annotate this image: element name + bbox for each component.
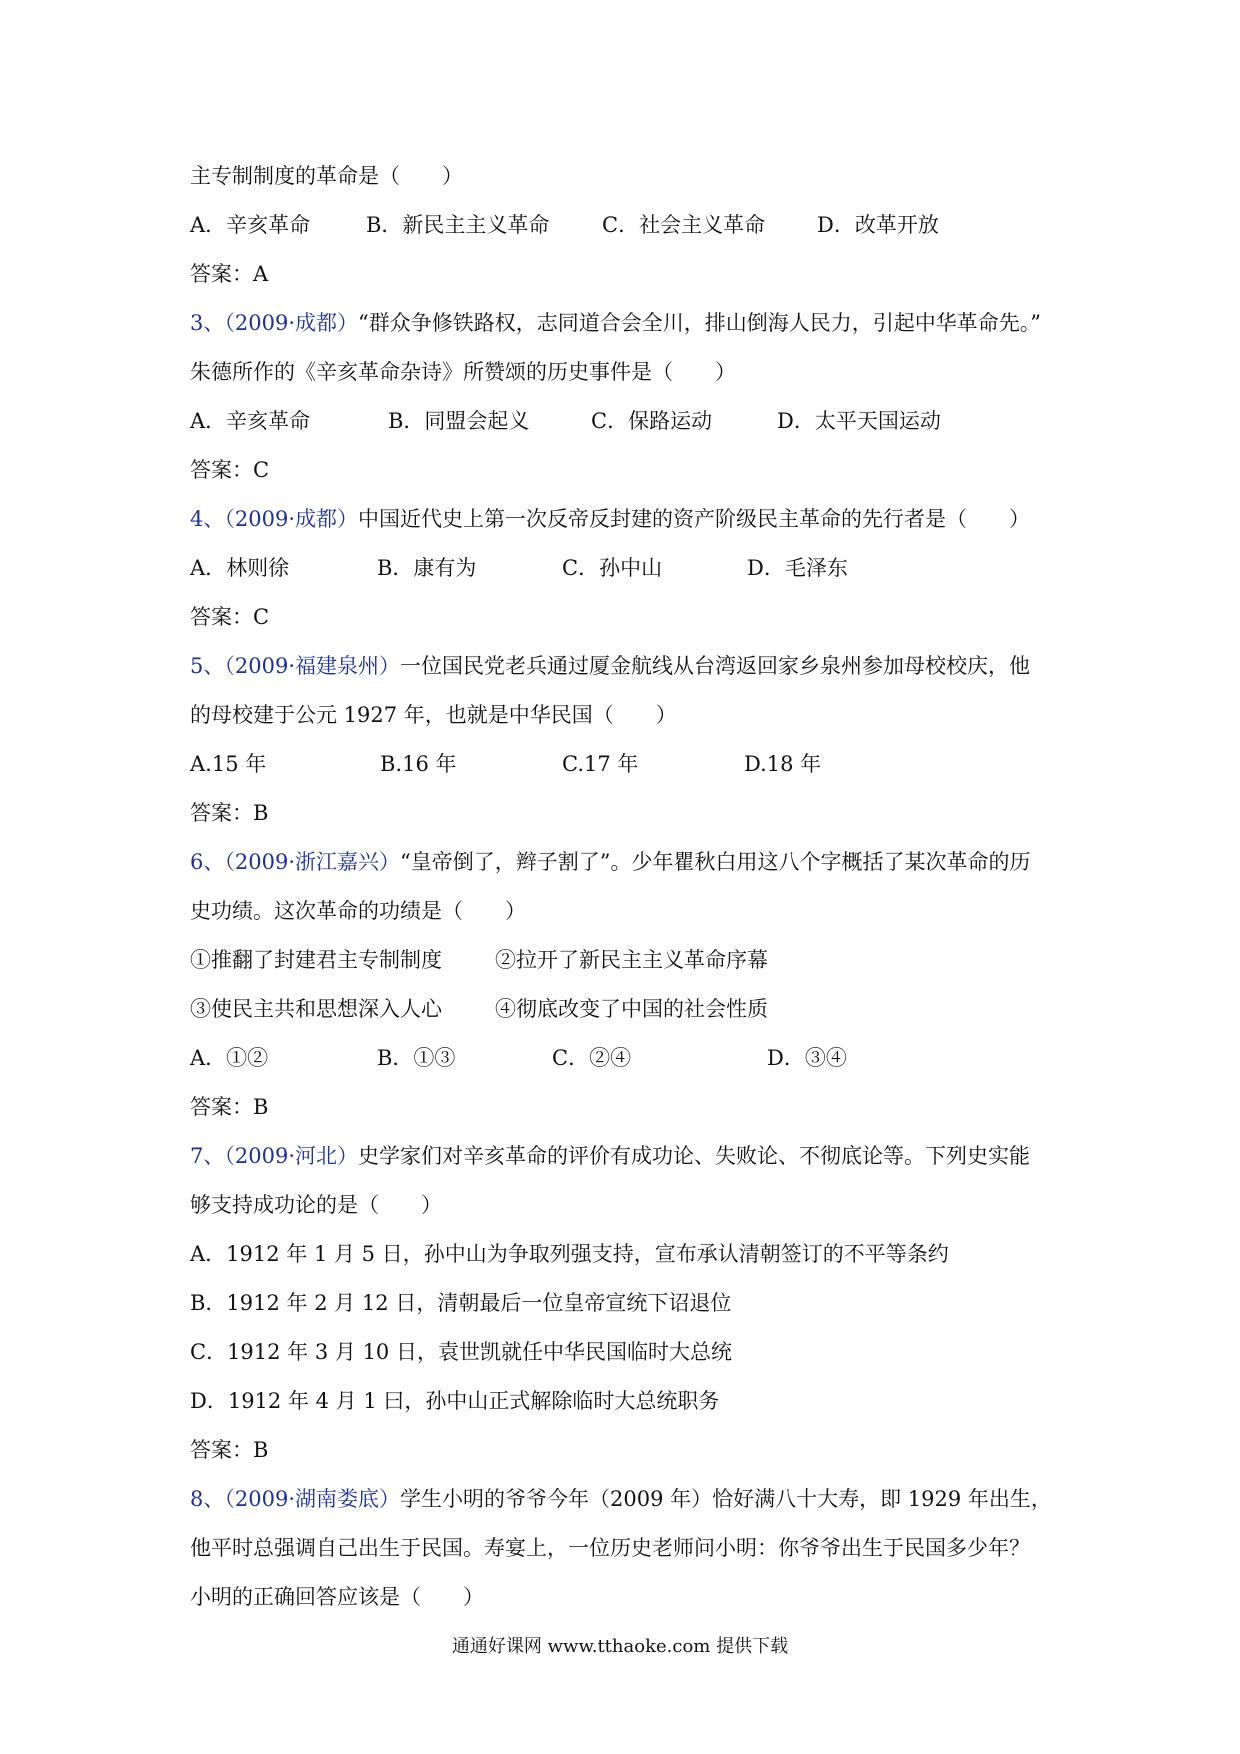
page-footer: 通通好课网 www.tthaoke.com 提供下载 <box>451 1636 789 1657</box>
q4-number: 4、 <box>190 507 225 531</box>
q3-option-a: A．辛亥革命 <box>190 409 311 433</box>
q7-number: 7、 <box>190 1144 225 1168</box>
q7-stem-line2: 够支持成功论的是（ ） <box>190 1193 442 1217</box>
q4-option-d: D．毛泽东 <box>747 556 848 580</box>
q2-option-a: A．辛亥革命 <box>190 213 311 237</box>
q5-stem-line1 <box>190 642 1070 691</box>
q5-options <box>190 740 1070 789</box>
q6-option-a: A．①② <box>190 1046 269 1070</box>
q4-stem-line1 <box>190 495 1070 544</box>
q6-stem-line1 <box>190 838 1070 887</box>
q4-stem-text: 中国近代史上第一次反帝反封建的资产阶级民主革命的先行者是（ ） <box>358 507 1030 531</box>
q2-answer: 答案：A <box>190 262 269 286</box>
q4-options <box>190 544 1070 593</box>
q3-option-d: D．太平天国运动 <box>777 409 941 433</box>
q7-answer: 答案：B <box>190 1438 269 1462</box>
q4-answer: 答案：C <box>190 605 270 629</box>
q5-number: 5、 <box>190 654 225 678</box>
q5-option-d: D.18 年 <box>744 752 822 776</box>
q6-answer: 答案：B <box>190 1095 269 1119</box>
q3-option-b: B．同盟会起义 <box>388 409 530 433</box>
q6-item-4: ④彻底改变了中国的社会性质 <box>495 997 768 1021</box>
question-list <box>190 152 1070 1622</box>
q7-source: （2009·河北） <box>224 1144 358 1168</box>
q2-options <box>190 201 1070 250</box>
q5-stem-line2: 的母校建于公元 1927 年，也就是中华民国（ ） <box>190 703 677 727</box>
q8-stem-line3: 小明的正确回答应该是（ ） <box>190 1585 484 1609</box>
q6-options <box>190 1034 1070 1083</box>
q4-option-a: A．林则徐 <box>190 556 290 580</box>
q5-source: （2009·福建泉州） <box>224 654 400 678</box>
q6-item-3: ③使民主共和思想深入人心 <box>190 997 442 1021</box>
q2-option-b: B．新民主主义革命 <box>366 213 550 237</box>
q3-stem-text: “群众争修铁路权，志同道合会全川，排山倒海人民力，引起中华革命先。” <box>358 311 1041 335</box>
q2-stem-line: 主专制制度的革命是（ ） <box>190 164 463 188</box>
q6-option-b: B．①③ <box>377 1046 456 1070</box>
q7-stem-line1 <box>190 1132 1070 1181</box>
q3-option-c: C．保路运动 <box>591 409 713 433</box>
q6-stem-line2: 史功绩。这次革命的功绩是（ ） <box>190 899 526 923</box>
q6-item-2: ②拉开了新民主主义革命序幕 <box>495 948 768 972</box>
q8-number: 8、 <box>190 1487 225 1511</box>
q8-stem-text: 学生小明的爷爷今年（2009 年）恰好满八十大寿，即 1929 年出生， <box>400 1487 1052 1511</box>
q7-option-b: B．1912 年 2 月 12 日，清朝最后一位皇帝宣统下诏退位 <box>190 1291 732 1315</box>
q6-option-c: C．②④ <box>552 1046 632 1070</box>
q5-option-c: C.17 年 <box>562 752 639 776</box>
q4-option-b: B．康有为 <box>377 556 477 580</box>
q7-stem-text: 史学家们对辛亥革命的评价有成功论、失败论、不彻底论等。下列史实能 <box>358 1144 1030 1168</box>
q3-options <box>190 397 1070 446</box>
q8-stem-line1 <box>190 1475 1070 1524</box>
q6-items-row2 <box>190 985 1070 1034</box>
q7-option-d: D．1912 年 4 月 1 曰，孙中山正式解除临时大总统职务 <box>190 1389 720 1413</box>
q6-number: 6、 <box>190 850 225 874</box>
q3-answer: 答案：C <box>190 458 270 482</box>
q6-source: （2009·浙江嘉兴） <box>224 850 400 874</box>
q8-source: （2009·湖南娄底） <box>224 1487 400 1511</box>
q3-number: 3、 <box>190 311 225 335</box>
q5-option-a: A.15 年 <box>190 752 267 776</box>
q5-answer: 答案：B <box>190 801 269 825</box>
q7-option-a: A．1912 年 1 月 5 日，孙中山为争取列强支持，宣布承认清朝签订的不平等条约 <box>190 1242 949 1266</box>
q2-option-c: C．社会主义革命 <box>602 213 766 237</box>
q3-stem-line2: 朱德所作的《辛亥革命杂诗》所赞颂的历史事件是（ ） <box>190 360 736 384</box>
q6-items-row1 <box>190 936 1070 985</box>
q5-stem-text: 一位国民党老兵通过厦金航线从台湾返回家乡泉州参加母校校庆，他 <box>400 654 1030 678</box>
q3-stem-line1 <box>190 299 1070 348</box>
q6-item-1: ①推翻了封建君主专制制度 <box>190 948 442 972</box>
q4-option-c: C．孙中山 <box>562 556 663 580</box>
q6-option-d: D．③④ <box>767 1046 847 1070</box>
q4-source: （2009·成都） <box>224 507 358 531</box>
q8-stem-line2: 他平时总强调自己出生于民国。寿宴上，一位历史老师问小明：你爷爷出生于民国多少年？ <box>190 1536 1030 1560</box>
q6-stem-text: “皇帝倒了，辫子割了”。少年瞿秋白用这八个字概括了某次革命的历 <box>400 850 1031 874</box>
q5-option-b: B.16 年 <box>380 752 457 776</box>
q2-option-d: D．改革开放 <box>817 213 939 237</box>
q7-option-c: C．1912 年 3 月 10 日，袁世凯就任中华民国临时大总统 <box>190 1340 732 1364</box>
q3-source: （2009·成都） <box>224 311 358 335</box>
